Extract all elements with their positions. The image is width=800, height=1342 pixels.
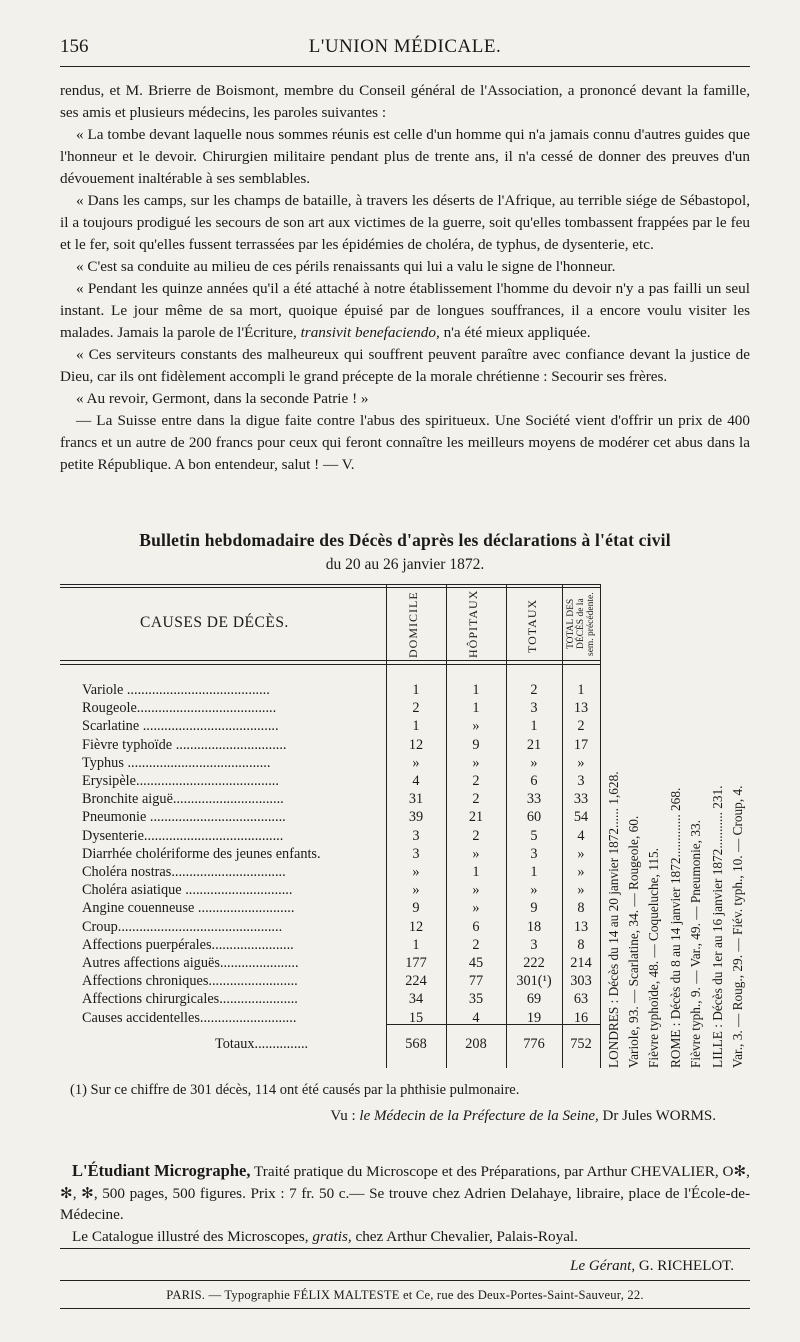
table-row bbox=[60, 955, 600, 972]
domicile-value: 224 bbox=[405, 973, 427, 990]
totaux-value: 3 bbox=[530, 845, 538, 862]
page-number: 156 bbox=[60, 36, 89, 57]
side-note: Variole, 93. — Scarlatine, 34. — Rougeole, 60. bbox=[626, 815, 641, 1068]
hopitaux-value: » bbox=[472, 718, 480, 735]
gerant-name: G. RICHELOT. bbox=[638, 1258, 734, 1274]
previous-week-value: 1 bbox=[577, 682, 585, 698]
domicile-value: 15 bbox=[408, 1009, 424, 1026]
table-row bbox=[60, 1010, 600, 1027]
paragraph: « Au revoir, Germont, dans la seconde Patrie ! » bbox=[76, 390, 369, 407]
paragraph: « Ces serviteurs constants des malheureux qui souffrent peuvent paraître avec confiance devant la justice de Dieu, car ils ont fidèlement accompli le grand précepte de la morale chrétienne : Secourir ses frères. bbox=[60, 346, 750, 385]
paragraph: « La tombe devant laquelle nous sommes réunis est celle d'un homme qui n'a jamais connu d'autres guides que l'honneur et le devoir. Chirurgien militaire pendant plus de trente ans, il n'a cessé de donner des preuves d'un dévouement inaltérable à ses semblables. bbox=[60, 126, 750, 187]
cause-label: Croup.............................................. bbox=[82, 918, 283, 935]
domicile-value: 9 bbox=[412, 900, 420, 917]
hopitaux-value: 2 bbox=[472, 936, 480, 953]
bulletin-title: Bulletin hebdomadaire des Décès d'après les déclarations à l'état civil bbox=[139, 530, 671, 550]
hopitaux-value: » bbox=[472, 900, 480, 917]
total-totaux: 776 bbox=[523, 1036, 545, 1052]
totaux-value: » bbox=[530, 882, 538, 899]
table-row bbox=[60, 791, 600, 808]
totaux-value: » bbox=[530, 754, 538, 771]
table-row bbox=[60, 737, 600, 754]
table-row bbox=[60, 846, 600, 863]
news-item: — La Suisse entre dans la digue faite contre l'abus des spiritueux. Une Société vient d'offrir un prix de 400 francs et un autre de 200 francs pour ceux qui feront connaître les meilleurs moyens de modérer cet abus dans la petite République. A bon entendeur, salut ! — V. bbox=[60, 412, 750, 473]
cause-label: Choléra asiatique .............................. bbox=[82, 882, 293, 899]
previous-week-value: » bbox=[577, 864, 585, 880]
paragraph bbox=[60, 278, 750, 344]
totaux-value: 5 bbox=[530, 827, 538, 844]
totals-label: Totaux............... bbox=[215, 1036, 309, 1052]
paragraph-text: n'a été mieux appliquée. bbox=[443, 324, 591, 341]
domicile-value: 2 bbox=[412, 700, 420, 717]
hopitaux-value: 1 bbox=[472, 700, 480, 717]
total-previous: 752 bbox=[570, 1036, 592, 1052]
previous-week-value: 63 bbox=[573, 991, 589, 1008]
side-note: LONDRES : Décès du 14 au 20 janvier 1872...... 1,628. bbox=[606, 771, 621, 1068]
imprint: PARIS. — Typographie FÉLIX MALTESTE et Ce, rue des Deux-Portes-Saint-Sauveur, 22. bbox=[166, 1288, 644, 1302]
section-rule bbox=[60, 1248, 750, 1249]
advert-text: chez Arthur Chevalier, Palais-Royal. bbox=[355, 1227, 578, 1245]
advert-text: Le Catalogue illustré des Microscopes, bbox=[72, 1227, 309, 1245]
paragraph: « Dans les camps, sur les champs de bataille, à travers les déserts de l'Afrique, au terrible siége de Sébastopol, il a toujours prodigué les secours de son art aux victimes de la guerre, soit qu'elles tombassent frappées par le feu et le fer, soit qu'elles fussent terrassées par les épidémies de choléra, de typhus, de dysenterie, etc. bbox=[60, 192, 750, 253]
totaux-value: 222 bbox=[523, 955, 545, 971]
table-row bbox=[60, 864, 600, 881]
hopitaux-value: 1 bbox=[472, 682, 480, 698]
advert-text: Traité pratique du Microscope et des Préparations, par Arthur CHEVALIER, O✻, ✻, ✻, 500 pages, 500 figures. Prix : 7 fr. 50 c.— Se trouve chez Adrien Delahaye, libraire, place de l'École-de-Médecine. bbox=[60, 1163, 750, 1223]
advert-paragraph bbox=[60, 1226, 750, 1248]
domicile-value: » bbox=[412, 864, 420, 880]
table-row bbox=[60, 682, 600, 699]
totals-row bbox=[60, 1036, 600, 1053]
signature-line bbox=[60, 1108, 750, 1125]
table-row bbox=[60, 718, 600, 735]
domicile-value: 31 bbox=[408, 791, 424, 808]
hopitaux-value: 2 bbox=[472, 791, 480, 808]
cause-label: Erysipèle........................................ bbox=[82, 773, 279, 789]
previous-week-value: 13 bbox=[573, 700, 589, 717]
previous-week-value: 13 bbox=[573, 918, 589, 935]
hopitaux-value: » bbox=[472, 845, 480, 862]
domicile-value: 1 bbox=[412, 682, 420, 698]
advertisement bbox=[60, 1160, 750, 1247]
table-row bbox=[60, 882, 600, 899]
paragraph: rendus, et M. Brierre de Boismont, membre du Conseil général de l'Association, a prononcé devant la famille, ses amis et plusieurs médecins, les paroles suivantes : bbox=[60, 82, 750, 121]
total-domicile: 568 bbox=[405, 1036, 427, 1052]
paragraph: « C'est sa conduite au milieu de ces périls renaissants qui lui a valu le signe de l'honneur. bbox=[76, 258, 616, 275]
domicile-value: 39 bbox=[408, 809, 424, 826]
header-rule bbox=[60, 66, 750, 67]
hopitaux-value: 2 bbox=[472, 773, 480, 789]
cause-label: Autres affections aiguës...................... bbox=[82, 955, 299, 971]
previous-week-value: 54 bbox=[573, 809, 589, 826]
cause-label: Pneumonie ...................................... bbox=[82, 809, 286, 826]
domicile-value: » bbox=[412, 882, 420, 899]
domicile-value: 1 bbox=[412, 718, 420, 735]
total-hopitaux: 208 bbox=[465, 1036, 487, 1052]
signatory-name: Dr Jules WORMS. bbox=[602, 1108, 716, 1124]
previous-week-value: 8 bbox=[577, 900, 585, 917]
domicile-value: 12 bbox=[408, 918, 424, 935]
totaux-value: 301(¹) bbox=[516, 973, 552, 990]
previous-week-value: 2 bbox=[577, 718, 585, 735]
hopitaux-value: » bbox=[472, 882, 480, 899]
latin-quote: transivit benefaciendo, bbox=[300, 324, 440, 341]
table-row bbox=[60, 809, 600, 826]
causes-header: CAUSES DE DÉCÈS. bbox=[140, 614, 289, 631]
totaux-value: 1 bbox=[530, 864, 538, 880]
side-note: Fièvre typh., 9. — Var., 49. — Pneumonie, 33. bbox=[688, 820, 703, 1068]
hopitaux-value: 21 bbox=[468, 809, 484, 826]
previous-week-value: 8 bbox=[577, 936, 585, 953]
column-header-hopitaux: HÔPITAUX bbox=[466, 589, 480, 658]
side-note: LILLE : Décès du 1er au 16 janvier 1872........... 231. bbox=[710, 785, 725, 1068]
cause-label: Choléra nostras................................ bbox=[82, 864, 286, 880]
hopitaux-value: 1 bbox=[472, 864, 480, 880]
hopitaux-value: 9 bbox=[472, 736, 480, 753]
hopitaux-value: 2 bbox=[472, 827, 480, 844]
table-rule bbox=[60, 587, 600, 588]
previous-week-value: » bbox=[577, 754, 585, 771]
hopitaux-value: 35 bbox=[468, 991, 484, 1008]
advert-paragraph bbox=[60, 1160, 750, 1226]
previous-week-value: » bbox=[577, 882, 585, 899]
domicile-value: 4 bbox=[412, 773, 420, 789]
advert-title: L'Étudiant Micrographe, bbox=[72, 1161, 251, 1180]
domicile-value: 3 bbox=[412, 845, 420, 862]
journal-title: L'UNION MÉDICALE. bbox=[308, 36, 502, 57]
cause-label: Fièvre typhoïde ............................... bbox=[82, 736, 287, 753]
totaux-value: 21 bbox=[526, 736, 542, 753]
totaux-value: 60 bbox=[526, 809, 542, 826]
page-header bbox=[60, 36, 750, 62]
domicile-value: » bbox=[412, 754, 420, 771]
table-rule bbox=[60, 660, 600, 661]
cause-label: Affections chroniques......................... bbox=[82, 973, 298, 990]
cause-label: Angine couenneuse ........................... bbox=[82, 900, 295, 917]
column-header-previous-week: TOTAL DES DÉCÈS de la sem. précédente. bbox=[566, 592, 596, 656]
table-rule bbox=[60, 584, 600, 585]
cause-label: Bronchite aiguë............................... bbox=[82, 791, 284, 808]
previous-week-value: 214 bbox=[570, 955, 592, 971]
cause-label: Causes accidentelles........................... bbox=[82, 1009, 297, 1026]
vu-label: Vu : bbox=[330, 1108, 356, 1124]
totaux-value: 3 bbox=[530, 936, 538, 953]
domicile-value: 12 bbox=[408, 736, 424, 753]
totaux-value: 9 bbox=[530, 900, 538, 917]
table-row bbox=[60, 973, 600, 990]
medecin-title: le Médecin de la Préfecture de la Seine, bbox=[359, 1108, 599, 1124]
totaux-value: 6 bbox=[530, 773, 538, 789]
speech-text bbox=[60, 80, 750, 476]
column-header-domicile: DOMICILE bbox=[406, 591, 420, 658]
hopitaux-value: 4 bbox=[472, 1009, 480, 1026]
cause-label: Diarrhée cholériforme des jeunes enfants. bbox=[82, 845, 321, 862]
domicile-value: 34 bbox=[408, 991, 424, 1008]
advert-gratis: gratis, bbox=[312, 1227, 352, 1245]
side-note: Fièvre typhoïde, 48. — Coqueluche, 115. bbox=[646, 848, 661, 1068]
totaux-value: 18 bbox=[526, 918, 542, 935]
gerant-label: Le Gérant, bbox=[570, 1258, 636, 1274]
hopitaux-value: 45 bbox=[468, 955, 484, 971]
previous-week-value: 16 bbox=[573, 1009, 589, 1026]
cause-label: Variole ........................................ bbox=[82, 682, 270, 698]
totaux-value: 33 bbox=[526, 791, 542, 808]
footnote: (1) Sur ce chiffre de 301 décès, 114 ont été causés par la phthisie pulmonaire. bbox=[70, 1082, 520, 1098]
previous-week-value: » bbox=[577, 845, 585, 862]
paragraph-text: « Pendant les quinze années qu'il a été attaché à notre établissement l'homme du devoir n'y a pas failli un seul instant. Le jour même de sa mort, quoique épuisé par de longues souffrances, il a encore voulu visiter les malades. Jamais la parole de l'Écriture, bbox=[60, 280, 750, 341]
totaux-value: 19 bbox=[526, 1009, 542, 1026]
domicile-value: 3 bbox=[412, 827, 420, 844]
previous-week-value: 33 bbox=[573, 791, 589, 808]
totaux-value: 69 bbox=[526, 991, 542, 1008]
table-row bbox=[60, 937, 600, 954]
hopitaux-value: » bbox=[472, 754, 480, 771]
previous-week-value: 3 bbox=[577, 773, 585, 789]
cause-label: Typhus ........................................ bbox=[82, 754, 271, 771]
column-header-totaux: TOTAUX bbox=[525, 598, 539, 654]
bulletin-dates: du 20 au 26 janvier 1872. bbox=[325, 556, 485, 573]
previous-week-value: 17 bbox=[573, 736, 589, 753]
cause-label: Scarlatine ...................................... bbox=[82, 718, 279, 735]
table-row bbox=[60, 900, 600, 917]
table-row bbox=[60, 828, 600, 845]
gerant-line bbox=[60, 1258, 750, 1275]
imprint-rule bbox=[60, 1308, 750, 1309]
table-row bbox=[60, 755, 600, 772]
deaths-table bbox=[60, 584, 750, 1074]
domicile-value: 177 bbox=[405, 955, 427, 971]
previous-week-value: 4 bbox=[577, 827, 585, 844]
cause-label: Affections chirurgicales...................... bbox=[82, 991, 298, 1008]
table-row bbox=[60, 919, 600, 936]
side-note: ROME : Décès du 8 au 14 janvier 1872............. 268. bbox=[668, 787, 683, 1068]
cause-label: Rougeole....................................... bbox=[82, 700, 277, 717]
domicile-value: 1 bbox=[412, 936, 420, 953]
hopitaux-value: 77 bbox=[468, 973, 484, 990]
previous-week-value: 303 bbox=[570, 973, 592, 990]
cause-label: Dysenterie....................................... bbox=[82, 827, 284, 844]
table-row bbox=[60, 991, 600, 1008]
table-row bbox=[60, 773, 600, 790]
side-note: Var., 3. — Roug., 29. — Fiév. typh., 10. — Croup, 4. bbox=[730, 785, 745, 1068]
table-rule bbox=[60, 664, 600, 665]
totaux-value: 1 bbox=[530, 718, 538, 735]
totaux-value: 3 bbox=[530, 700, 538, 717]
imprint-rule bbox=[60, 1280, 750, 1281]
cause-label: Affections puerpérales....................... bbox=[82, 936, 294, 953]
table-row bbox=[60, 700, 600, 717]
hopitaux-value: 6 bbox=[472, 918, 480, 935]
totaux-value: 2 bbox=[530, 682, 538, 698]
